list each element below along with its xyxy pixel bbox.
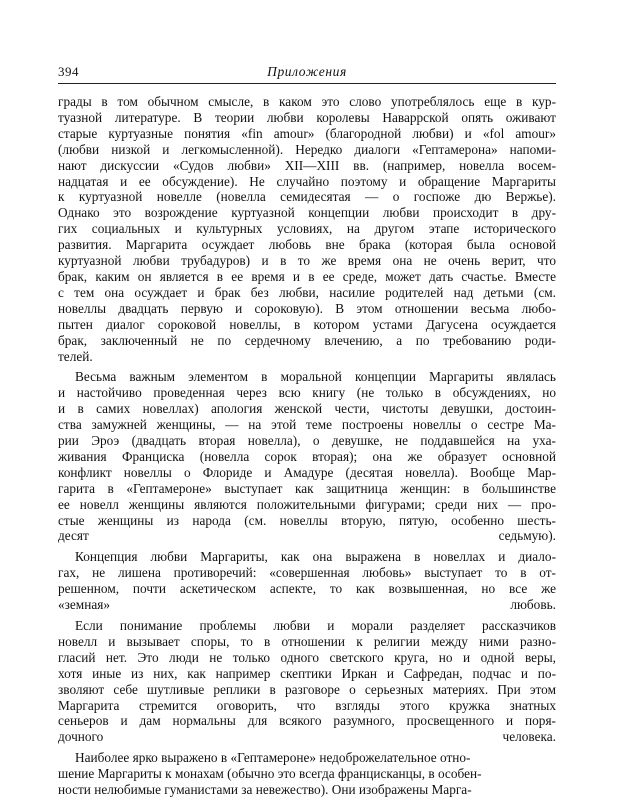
text-line: Маргарита стремится оговорить, что взгляды этого кружка знатных bbox=[58, 697, 556, 713]
text-line: новеллы двадцать первую и сороковую). В этом отношении весьма любо- bbox=[58, 300, 556, 316]
text-line: (любви низкой и легкомысленной). Нередко диалоги «Гептамерона» напоми- bbox=[58, 141, 556, 157]
text-line: туазной литературе. В теории любви королевы Наваррской опять оживают bbox=[58, 109, 556, 125]
text-line: к куртуазной новелле (новелла семидесятая — о госпоже дю Вержье). bbox=[58, 189, 556, 205]
text-line: Однако это возрождение куртуазной концепции любви происходит в дру- bbox=[58, 205, 556, 221]
text-line: рии Эроэ (двадцать вторая новелла), о девушке, не поддавшейся на уха- bbox=[58, 433, 556, 449]
text-line: и в самих новеллах) апология женской чести, чистоты девушки, достоин- bbox=[58, 401, 556, 417]
page-header bbox=[58, 64, 556, 86]
text-line: ства замужней женщины, — на этой теме построены новеллы о сестре Ма- bbox=[58, 417, 556, 433]
text-line: живания Франциска (новелла сорок вторая); она же образует основной bbox=[58, 448, 556, 464]
page-number: 394 bbox=[58, 64, 79, 79]
text-line: нают дискуссии «Судов любви» XII—XIII вв. (например, новелла восем- bbox=[58, 157, 556, 173]
text-line: развития. Маргарита осуждает любовь вне брака (которая была основой bbox=[58, 237, 556, 253]
text-line: стые женщины из народа (см. новеллы вторую, пятую, особенно шесть- bbox=[58, 512, 556, 528]
body-text bbox=[58, 94, 556, 803]
text-line: ее новелл женщины являются положительными фигурами; среди них — про- bbox=[58, 496, 556, 512]
text-line: старые куртуазные понятия «fin amour» (благородной любви) и «fol amour» bbox=[58, 125, 556, 141]
text-line: ности нелюбимые гуманистами за невежество). Они изображены Марга- bbox=[58, 782, 472, 798]
text-line: брак, заключенный не по сердечному влечению, а по требованию роди- bbox=[58, 332, 556, 348]
text-line: надцатая и ее обсуждение). Не случайно поэтому и обращение Маргариты bbox=[58, 173, 556, 189]
text-line: с тем она осуждает и брак без любви, насилие родителей над детьми (см. bbox=[58, 284, 556, 300]
paragraph bbox=[58, 549, 556, 613]
text-line: Концепция любви Маргариты, как она выражена в новеллах и диало- bbox=[75, 549, 556, 565]
text-line: гих социальных и культурных условиях, на другом этапе исторического bbox=[58, 221, 556, 237]
text-line: решенном, почти аскетическом аспекте, то как возвышенная, но все же bbox=[58, 581, 556, 597]
text-line: зволяют себе шутливые реплики в разговоре о серьезных материях. При этом bbox=[58, 681, 556, 697]
header-rule bbox=[58, 83, 556, 84]
text-line: куртуазной любви трубадуров) и в то же время она не очень верит, что bbox=[58, 253, 556, 269]
text-line: Весьма важным элементом в моральной концепции Маргариты являлась bbox=[75, 369, 556, 385]
paragraph bbox=[58, 94, 556, 364]
text-line: гах, не лишена противоречий: «совершенная любовь» выступает то в от- bbox=[58, 565, 556, 581]
text-line: дочного человека. bbox=[58, 729, 556, 745]
text-line: конфликт новеллы о Флориде и Амадуре (десятая новелла). Вообще Мар- bbox=[58, 464, 556, 480]
text-line: Наиболее ярко выражено в «Гептамероне» недоброжелательное отно- bbox=[75, 750, 471, 766]
text-line: и настойчиво проведенная через всю книгу (не только в обсуждениях, но bbox=[58, 385, 556, 401]
text-line: пытен диалог сороковой новеллы, в котором устами Дагусена осуждается bbox=[58, 316, 556, 332]
text-line: новелл и вызывает споры, то в отношении к религии между ними разно- bbox=[58, 633, 556, 649]
paragraph bbox=[58, 750, 556, 798]
text-line: Если понимание проблемы любви и морали разделяет рассказчиков bbox=[75, 618, 556, 633]
text-line: сеньеров и дам нормальны для всякого разумного, просвещенного и поря- bbox=[58, 713, 556, 729]
text-line: десят седьмую). bbox=[58, 528, 556, 544]
text-line: шение Маргариты к монахам (обычно это всегда францисканцы, в особен- bbox=[58, 766, 482, 782]
text-line: гласий нет. Это люди не только одного светского круга, но и одной веры, bbox=[58, 649, 556, 665]
paragraph bbox=[58, 618, 556, 745]
text-line: гарита в «Гептамероне» выступает как защитница женщин: в большинстве bbox=[58, 480, 556, 496]
text-line: брак, каким он является в ее время и в ее среде, может дать счастье. Вместе bbox=[58, 268, 556, 284]
text-line: телей. bbox=[58, 348, 93, 364]
paragraph bbox=[58, 369, 556, 544]
running-title: Приложения bbox=[267, 64, 347, 79]
text-line: хотя иные из них, как например скептики Иркан и Сафредан, подчас и по- bbox=[58, 665, 556, 681]
text-line: «земная» любовь. bbox=[58, 597, 556, 613]
text-line: грады в том обычном смысле, в каком это слово употреблялось еще в кур- bbox=[58, 94, 556, 109]
